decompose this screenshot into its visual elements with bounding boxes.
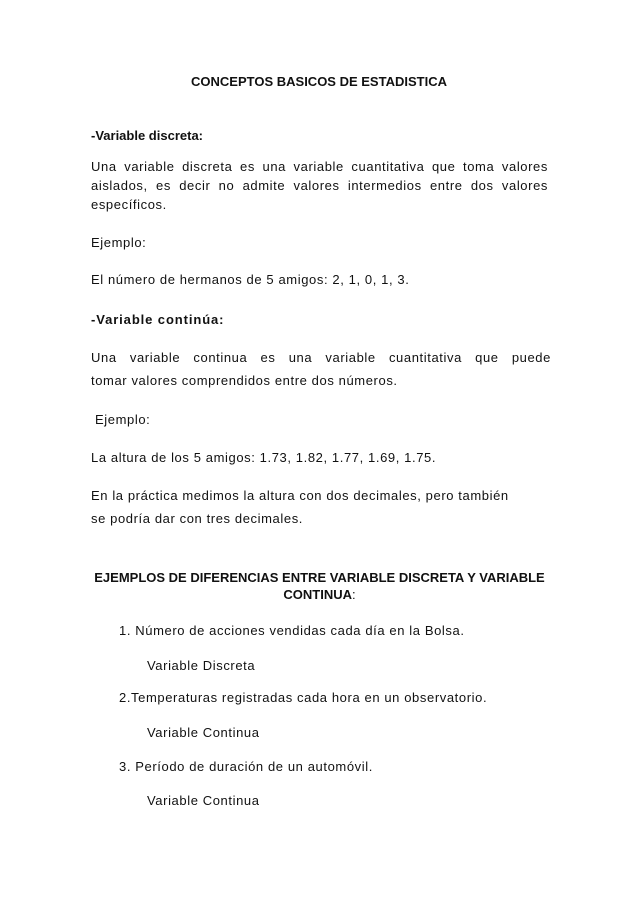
continuous-example-label: Ejemplo: xyxy=(95,412,151,427)
continuous-definition-line-2: tomar valores comprendidos entre dos números. xyxy=(91,373,398,388)
discrete-example-label: Ejemplo: xyxy=(91,235,147,250)
differences-heading xyxy=(91,569,548,603)
discrete-definition-line-1: Una variable discreta es una variable cuantitativa que toma valores xyxy=(91,159,548,174)
discrete-definition-line-3: específicos. xyxy=(91,197,167,212)
discrete-variable-heading: -Variable discreta: xyxy=(91,128,203,143)
document-title: CONCEPTOS BASICOS DE ESTADISTICA xyxy=(191,74,447,89)
list-item: 3. Período de duración de un automóvil. xyxy=(119,759,373,774)
list-item: 2.Temperaturas registradas cada hora en un observatorio. xyxy=(119,690,488,705)
discrete-definition-line-2: aislados, es decir no admite valores intermedios entre dos valores xyxy=(91,178,548,193)
differences-heading-continua: CONTINUA xyxy=(283,587,352,602)
differences-heading-line-2 xyxy=(91,586,548,603)
list-item-answer: Variable Discreta xyxy=(147,658,256,673)
differences-heading-line-1: EJEMPLOS DE DIFERENCIAS ENTRE VARIABLE DISCRETA Y VARIABLE xyxy=(94,570,545,585)
continuous-note-line-2: se podría dar con tres decimales. xyxy=(91,511,304,526)
continuous-variable-heading: -Variable continúa: xyxy=(91,312,225,327)
differences-heading-colon: : xyxy=(351,587,356,602)
discrete-example-text: El número de hermanos de 5 amigos: 2, 1, 0, 1, 3. xyxy=(91,272,410,287)
list-item-answer: Variable Continua xyxy=(147,725,260,740)
continuous-definition-line-1: Una variable continua es una variable cuantitativa que puede xyxy=(91,350,551,365)
continuous-example-text: La altura de los 5 amigos: 1.73, 1.82, 1.77, 1.69, 1.75. xyxy=(91,450,437,465)
continuous-note-line-1: En la práctica medimos la altura con dos decimales, pero también xyxy=(91,488,509,503)
list-item-answer: Variable Continua xyxy=(147,793,260,808)
list-item: 1. Número de acciones vendidas cada día en la Bolsa. xyxy=(119,623,465,638)
